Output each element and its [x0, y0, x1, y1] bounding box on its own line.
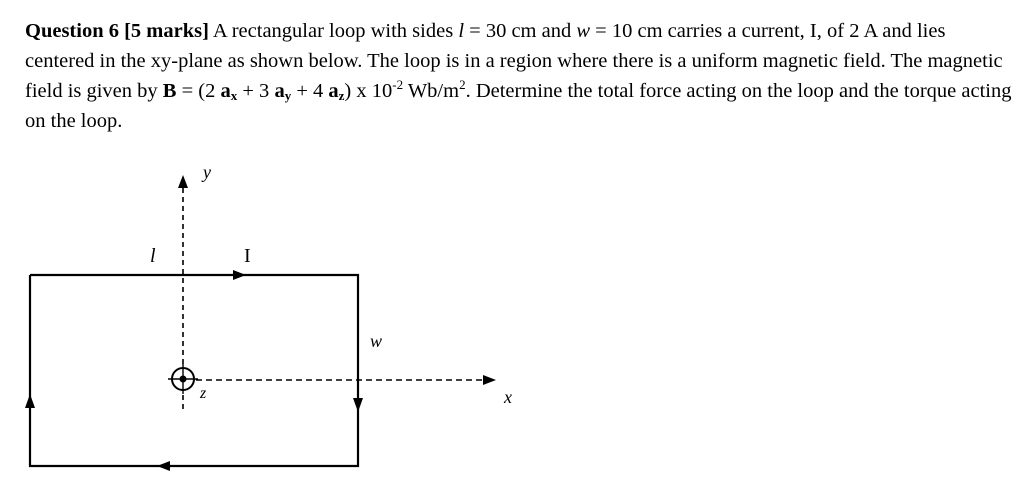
- z-axis-out-of-page-icon: [168, 364, 198, 394]
- text-part1: A rectangular loop with sides: [208, 20, 459, 42]
- unit-exponent: 2: [459, 77, 466, 92]
- arrow-right-icon: [353, 398, 363, 412]
- unit-vector-ax-sub: x: [230, 88, 238, 103]
- unit-vector-ax: a: [220, 80, 231, 102]
- eq-plus1: + 3: [237, 80, 275, 102]
- y-axis-arrow-icon: [178, 175, 188, 188]
- unit-vector-az-sub: z: [338, 88, 345, 103]
- arrow-left-icon: [25, 394, 35, 408]
- symbol-l: l: [458, 20, 465, 42]
- text-part2: = 30 cm and: [464, 20, 577, 42]
- label-l: l: [150, 245, 156, 267]
- unit-vector-ay-sub: y: [284, 88, 292, 103]
- x-axis-arrow-icon: [483, 375, 496, 385]
- eq-close: ) x 10: [344, 80, 393, 102]
- question-heading: Question 6 [5 marks]: [25, 20, 209, 42]
- eq-open: = (2: [176, 80, 221, 102]
- symbol-B: B: [162, 80, 177, 102]
- exponent: -2: [392, 77, 404, 92]
- label-w: w: [370, 331, 383, 351]
- loop-wire: [30, 275, 358, 466]
- label-y: y: [203, 162, 211, 182]
- unit-vector-ay: a: [274, 80, 285, 102]
- unit: Wb/m: [403, 80, 460, 102]
- unit-vector-az: a: [328, 80, 339, 102]
- eq-plus2: + 4: [291, 80, 329, 102]
- label-z: z: [200, 385, 207, 402]
- label-x: x: [504, 387, 512, 407]
- label-current: I: [244, 245, 251, 267]
- symbol-w: w: [576, 20, 591, 42]
- text-part4: . Determine the total force acting on the loop and the torque acting on the loop.: [25, 80, 1012, 132]
- arrow-bottom-icon: [157, 461, 170, 471]
- arrow-top-icon: [233, 270, 246, 280]
- text-part3: = 10 cm carries a current, I, of 2 A and lies centered in the xy-plane as shown below. The loop is in a region where there is a uniform magnetic field. The magnetic field is given by: [25, 20, 1003, 102]
